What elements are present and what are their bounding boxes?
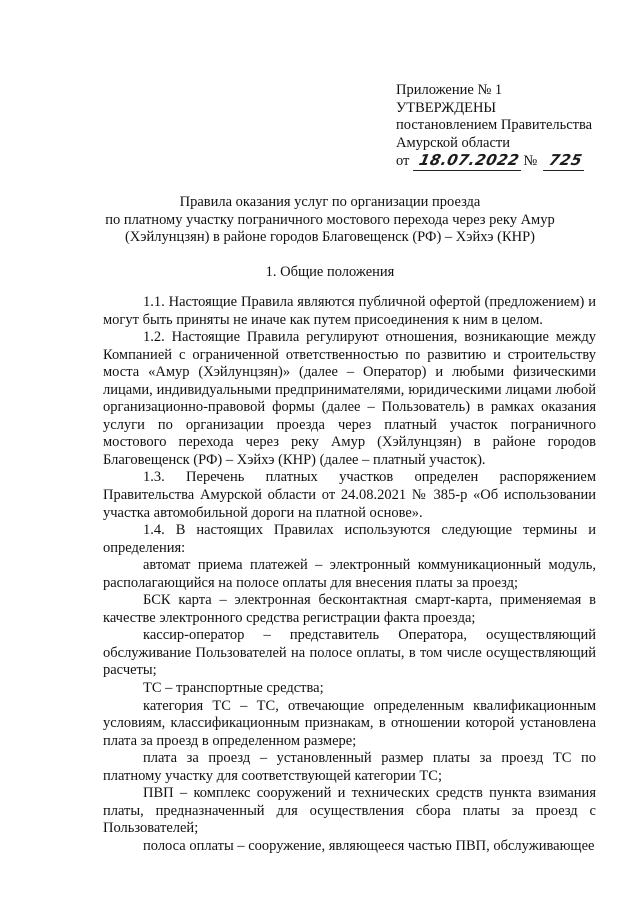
- paragraph: ТС – транспортные средства;: [143, 680, 324, 697]
- section-heading: 1. Общие положения: [265, 264, 395, 280]
- region-label: Амурской области: [396, 134, 510, 151]
- handwritten-number: 725: [543, 152, 588, 171]
- paragraph: плата за проезд – установленный размер платы за проезд ТС по платному участку для соответствующей категории ТС;: [103, 750, 596, 784]
- decree-date-line: [396, 152, 626, 171]
- number-prefix: №: [523, 153, 538, 170]
- title-line-2: по платному участку пограничного мостового перехода через реку Амур: [105, 211, 555, 228]
- approval-block: [396, 82, 626, 171]
- paragraph: 1.4. В настоящих Правилах используются следующие термины и определения:: [103, 522, 596, 556]
- title-line-1: Правила оказания услуг по организации проезда: [179, 194, 481, 210]
- paragraph: автомат приема платежей – электронный коммуникационный модуль, располагающийся на полосе оплаты для внесения платы за проезд;: [103, 557, 596, 591]
- document-body: [103, 294, 596, 856]
- document-title: [100, 194, 560, 247]
- paragraph: 1.3. Перечень платных участков определен распоряжением Правительства Амурской области от 24.08.2021 № 385-р «Об использовании участка автомобильной дороги на платной основе».: [103, 469, 596, 521]
- handwritten-date: 18.07.2022: [413, 152, 525, 171]
- paragraph: категория ТС – ТС, отвечающие определенным квалификационным условиям, классификационным признакам, в отношении которой установлена плата за проезд в определенном размере;: [103, 697, 596, 749]
- paragraph: 1.1. Настоящие Правила являются публичной офертой (предложением) и могут быть приняты не иначе как путем присоединения к ним в целом.: [103, 294, 596, 328]
- paragraph: полоса оплаты – сооружение, являющееся частью ПВП, обслуживающее: [143, 837, 595, 854]
- paragraph: кассир-оператор – представитель Оператора, осуществляющий обслуживание Пользователей на полосе оплаты, в том числе осуществляющий расчеты;: [103, 627, 596, 679]
- appendix-label: Приложение № 1: [396, 82, 503, 98]
- paragraph: БСК карта – электронная бесконтактная смарт-карта, применяемая в качестве электронного средства регистрации факта проезда;: [103, 592, 596, 626]
- approved-by-label: постановлением Правительства: [396, 117, 593, 134]
- approved-label: УТВЕРЖДЕНЫ: [396, 99, 497, 116]
- paragraph: 1.2. Настоящие Правила регулируют отношения, возникающие между Компанией с ограниченной ответственностью по развитию и строительству моста «Амур (Хэйлунцзян)» (далее – Оператор) и любыми физическими лицами, индивидуальными предпринимателями, юридическими лицами любой организационно-правовой формы (далее – Пользователь) в рамках оказания услуги по организации проезда через платный участок пограничного мостового перехода через реку Амур (Хэйлунцзян) в районе городов Благовещенск (РФ) – Хэйхэ (КНР) (далее – платный участок).: [103, 329, 596, 468]
- paragraph: ПВП – комплекс сооружений и технических средств пункта взимания платы, предназначенный для осуществления сбора платы за проезд с Пользователей;: [103, 785, 596, 837]
- title-line-3: (Хэйлунцзян) в районе городов Благовещенск (РФ) – Хэйхэ (КНР): [124, 229, 536, 246]
- date-prefix: от: [396, 153, 410, 170]
